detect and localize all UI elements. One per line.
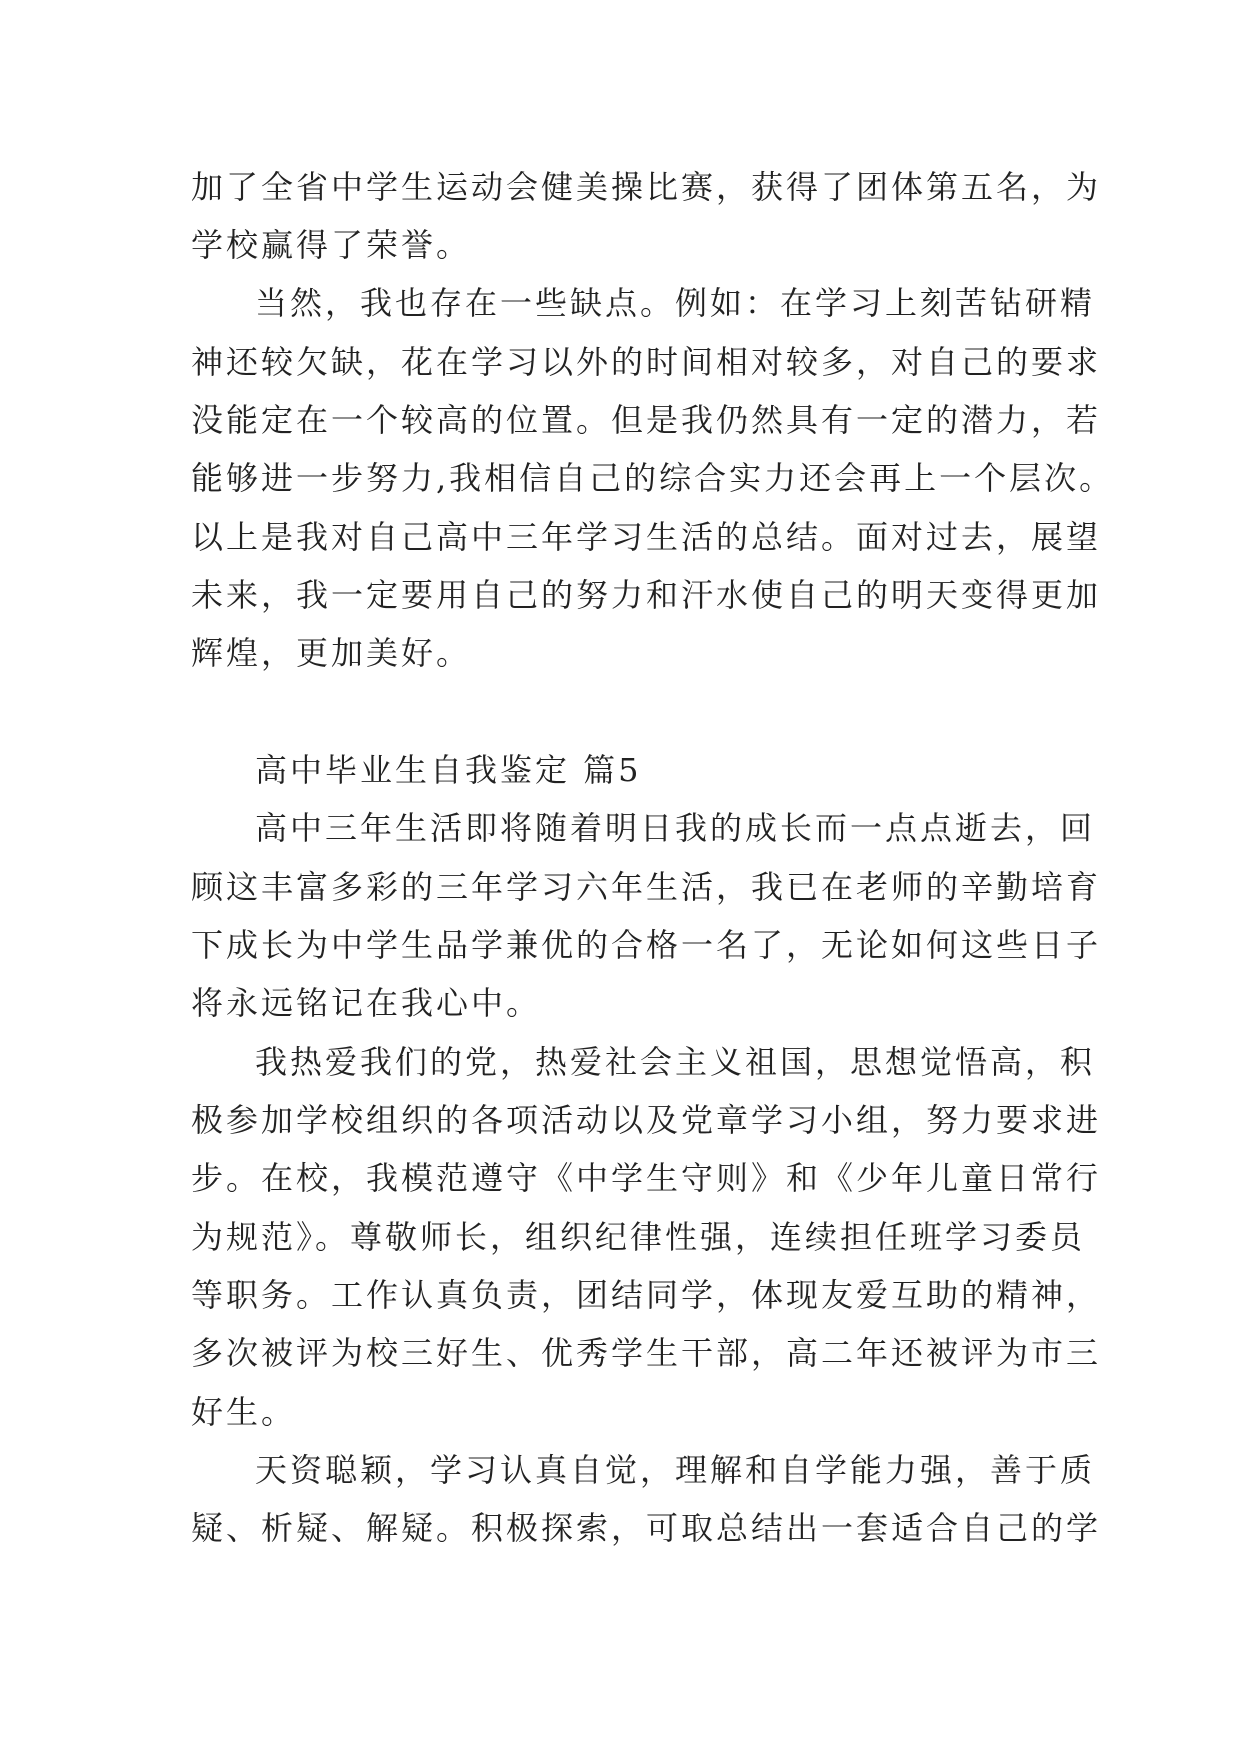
text-line: 学校赢得了荣誉。 bbox=[191, 226, 472, 264]
text-line: 辉煌，更加美好。 bbox=[191, 634, 472, 672]
text-line: 能够进一步努力,我相信自己的综合实力还会再上一个层次。 bbox=[191, 459, 1115, 497]
text-line: 极参加学校组织的各项活动以及党章学习小组，努力要求进 bbox=[191, 1101, 1102, 1139]
text-line: 高中三年生活即将随着明日我的成长而一点点逝去，回 bbox=[255, 809, 1096, 847]
text-line: 步。在校，我模范遵守《中学生守则》和《少年儿童日常行 bbox=[191, 1159, 1102, 1197]
section-heading: 高中毕业生自我鉴定 篇5 bbox=[255, 751, 642, 789]
text-line: 加了全省中学生运动会健美操比赛，获得了团体第五名，为 bbox=[191, 168, 1102, 206]
text-line: 好生。 bbox=[191, 1393, 297, 1431]
text-line: 将永远铭记在我心中。 bbox=[191, 984, 542, 1022]
text-line: 为规范》。尊敬师长，组织纪律性强，连续担任班学习委员 bbox=[191, 1218, 1086, 1256]
text-line: 没能定在一个较高的位置。但是我仍然具有一定的潜力，若 bbox=[191, 401, 1102, 439]
text-line: 多次被评为校三好生、优秀学生干部，高二年还被评为市三 bbox=[191, 1334, 1102, 1372]
text-line: 神还较欠缺，花在学习以外的时间相对较多，对自己的要求 bbox=[191, 343, 1102, 381]
text-line: 当然，我也存在一些缺点。例如：在学习上刻苦钻研精 bbox=[255, 284, 1096, 322]
text-line: 顾这丰富多彩的三年学习六年生活，我已在老师的辛勤培育 bbox=[191, 868, 1102, 906]
text-line: 等职务。工作认真负责，团结同学，体现友爱互助的精神， bbox=[191, 1276, 1102, 1314]
text-line: 未来，我一定要用自己的努力和汗水使自己的明天变得更加 bbox=[191, 576, 1102, 614]
text-line: 以上是我对自己高中三年学习生活的总结。面对过去，展望 bbox=[191, 518, 1102, 556]
text-line: 下成长为中学生品学兼优的合格一名了，无论如何这些日子 bbox=[191, 926, 1102, 964]
text-line: 我热爱我们的党，热爱社会主义祖国，思想觉悟高，积 bbox=[255, 1043, 1096, 1081]
text-line: 天资聪颖，学习认真自觉，理解和自学能力强，善于质 bbox=[255, 1451, 1096, 1489]
text-line: 疑、析疑、解疑。积极探索，可取总结出一套适合自己的学 bbox=[191, 1509, 1102, 1547]
